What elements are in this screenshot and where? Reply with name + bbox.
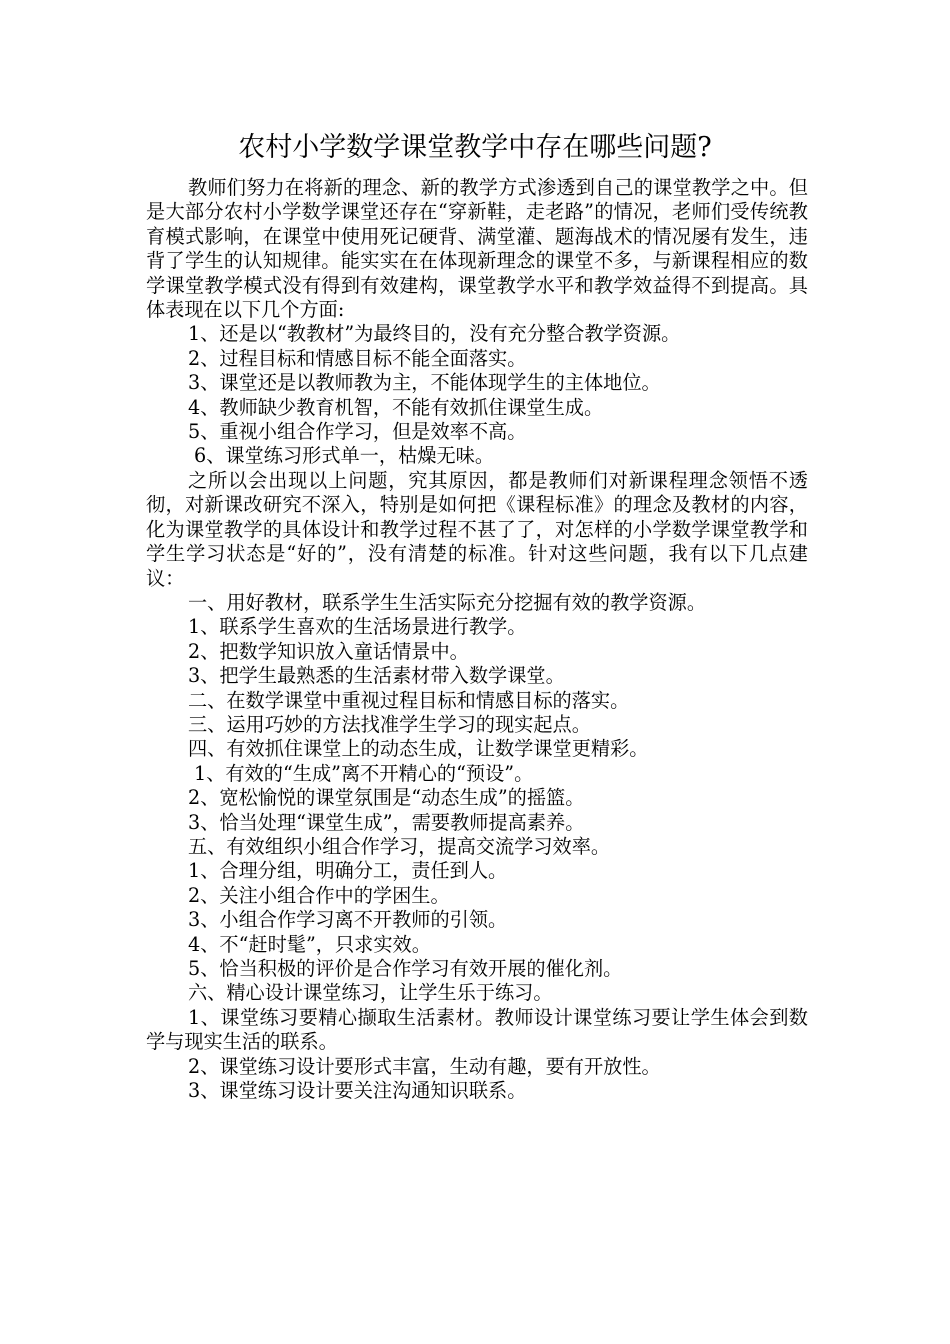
suggestion-heading-6: 六、精心设计课堂练习，让学生乐于练习。	[188, 981, 553, 1005]
cause-paragraph: 之所以会出现以上问题，究其原因，都是教师们对新课程理念领悟不透彻，对新课改研究不深入，特别是如何把《课程标准》的理念及教材的内容，化为课堂教学的具体设计和教学过程不甚了了，对怎样的小学数学课堂教学和学生学习状态是“好的”，没有清楚的标准。针对这些问题，我有以下几点建议：	[146, 468, 808, 590]
closing-item: 3、课堂练习设计要关注沟通知识联系。	[188, 1079, 527, 1103]
problem-item-4: 4、教师缺少教育机智，不能有效抓住课堂生成。	[188, 395, 604, 419]
suggestion-heading-1: 一、用好教材，联系学生生活实际充分挖掘有效的教学资源。	[188, 590, 707, 614]
problem-item-5: 5、重视小组合作学习，但是效率不高。	[188, 420, 527, 444]
suggestion-item: 4、不“赶时髦”，只求实效。	[188, 932, 431, 956]
closing-item: 2、课堂练习设计要形式丰富，生动有趣，要有开放性。	[188, 1054, 661, 1078]
practice-paragraph: 1、课堂练习要精心撷取生活素材。教师设计课堂练习要让学生体会到数学与现实生活的联系。	[146, 1005, 808, 1054]
suggestion-item: 3、恰当处理“课堂生成”，需要教师提高素养。	[188, 810, 585, 834]
suggestion-item: 1、联系学生喜欢的生活场景进行教学。	[188, 615, 527, 639]
suggestion-item: 3、把学生最熟悉的生活素材带入数学课堂。	[188, 664, 565, 688]
suggestion-item: 2、宽松愉悦的课堂氛围是“动态生成”的摇篮。	[188, 786, 585, 810]
problem-item-3: 3、课堂还是以教师教为主，不能体现学生的主体地位。	[188, 371, 661, 395]
suggestion-heading-3: 三、运用巧妙的方法找准学生学习的现实起点。	[188, 712, 591, 736]
document-body	[146, 176, 808, 1103]
suggestion-heading-5: 五、有效组织小组合作学习，提高交流学习效率。	[188, 834, 611, 858]
suggestion-item: 3、小组合作学习离不开教师的引领。	[188, 908, 508, 932]
suggestion-item: 2、关注小组合作中的学困生。	[188, 883, 450, 907]
problem-item-6: 6、课堂练习形式单一，枯燥无味。	[194, 444, 495, 468]
suggestion-item: 1、有效的“生成”离不开精心的“预设”。	[194, 761, 534, 785]
intro-paragraph: 教师们努力在将新的理念、新的教学方式渗透到自己的课堂教学之中。但是大部分农村小学数学课堂还存在“穿新鞋，走老路”的情况，老师们受传统教育模式影响，在课堂中使用死记硬背、满堂灌、题海战术的情况屡有发生，违背了学生的认知规律。能实实在在体现新理念的课堂不多，与新课程相应的数学课堂教学模式没有得到有效建构，课堂教学水平和教学效益得不到提高。具体表现在以下几个方面:	[146, 176, 808, 322]
suggestion-item: 2、把数学知识放入童话情景中。	[188, 639, 469, 663]
suggestion-item: 5、恰当积极的评价是合作学习有效开展的催化剂。	[188, 957, 623, 980]
problem-item-1: 1、还是以“教教材”为最终目的，没有充分整合教学资源。	[188, 322, 681, 346]
suggestion-heading-4: 四、有效抓住课堂上的动态生成，让数学课堂更精彩。	[188, 737, 649, 761]
problem-item-2: 2、过程目标和情感目标不能全面落实。	[188, 346, 527, 370]
suggestion-heading-2: 二、在数学课堂中重视过程目标和情感目标的落实。	[188, 688, 630, 712]
suggestion-item: 1、合理分组，明确分工，责任到人。	[188, 859, 508, 883]
document-title: 农村小学数学课堂教学中存在哪些问题?	[238, 132, 712, 163]
